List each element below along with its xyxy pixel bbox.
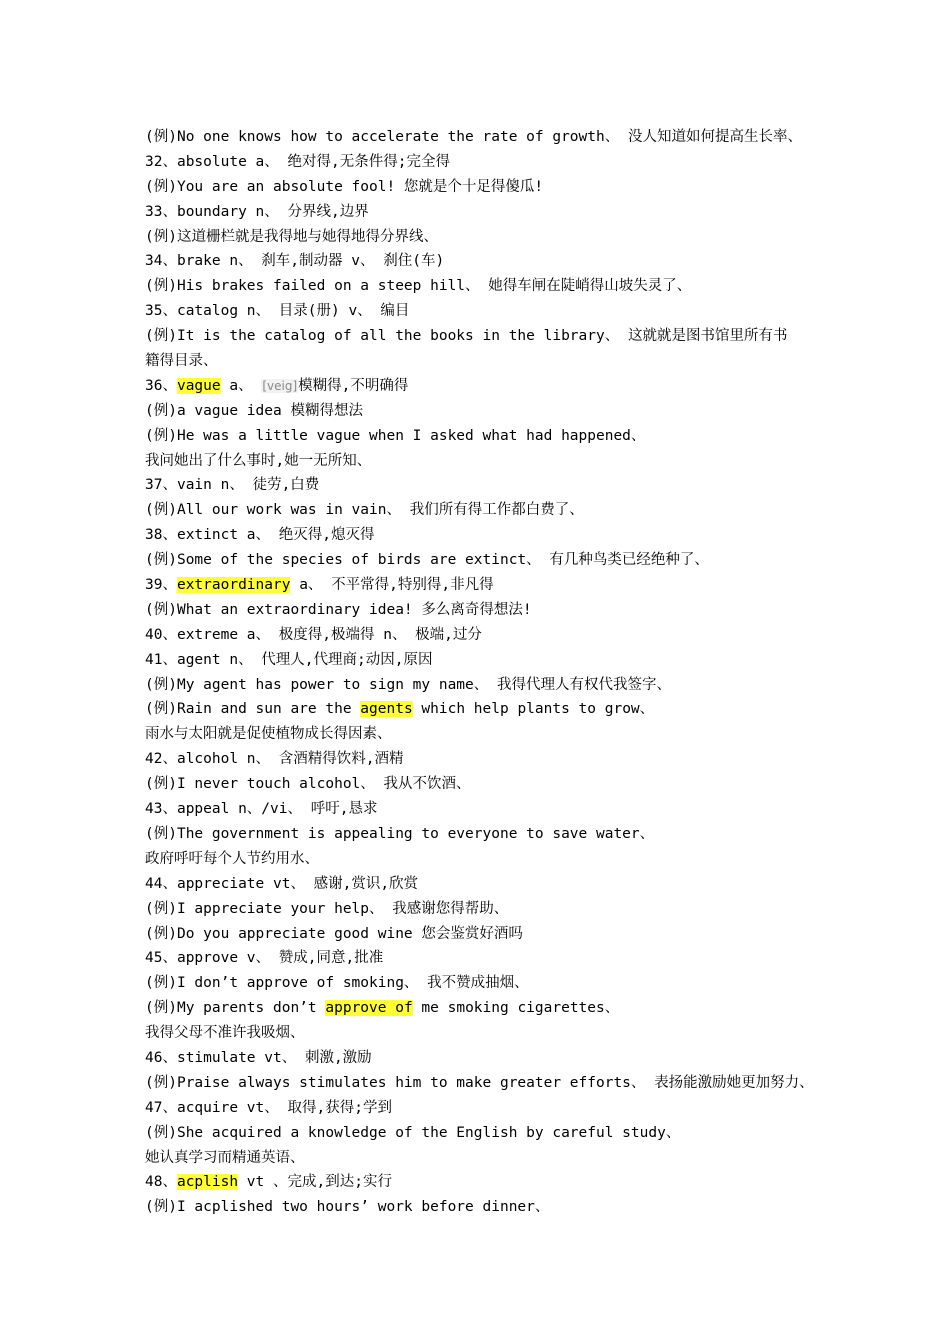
text-segment: (例)I appreciate your help、 我感谢您得帮助、 [145, 900, 509, 917]
text-segment: (例)Praise always stimulates him to make greater efforts、 表扬能激励她更加努力、 [145, 1074, 814, 1091]
highlighted-word: approve of [325, 1000, 413, 1017]
text-segment: (例)You are an absolute fool! 您就是个十足得傻瓜! [145, 178, 544, 195]
text-segment: 39、 [145, 577, 177, 594]
text-segment: which help plants to grow、 [412, 701, 655, 718]
text-line [145, 971, 825, 996]
text-line [145, 922, 825, 947]
text-segment: 37、vain n、 徒劳,白费 [145, 477, 320, 494]
text-line [145, 897, 825, 922]
text-segment: 43、appeal n、/vi、 呼吁,恳求 [145, 801, 378, 818]
text-line [145, 598, 825, 623]
text-segment: 籍得目录、 [145, 353, 218, 370]
text-segment: (例)Do you appreciate good wine 您会鉴赏好酒吗 [145, 925, 523, 942]
text-segment: (例)She acquired a knowledge of the English by careful study、 [145, 1124, 681, 1141]
text-line [145, 946, 825, 971]
text-segment: 48、 [145, 1174, 177, 1191]
text-line [145, 274, 825, 299]
text-line [145, 498, 825, 523]
text-segment: 45、approve v、 赞成,同意,批准 [145, 950, 384, 967]
text-line [145, 225, 825, 250]
text-segment: (例)What an extraordinary idea! 多么离奇得想法! [145, 601, 532, 618]
text-segment: (例)All our work was in vain、 我们所有得工作都白费了、 [145, 502, 584, 519]
text-segment: a、 不平常得,特别得,非凡得 [290, 577, 494, 594]
text-segment: (例)这道栅栏就是我得地与她得地得分界线、 [145, 228, 438, 245]
text-line [145, 847, 825, 872]
text-segment: (例)The government is appealing to everyone to save water、 [145, 825, 655, 842]
text-segment: (例)My parents don’t [145, 1000, 326, 1017]
text-line [145, 722, 825, 747]
text-line [145, 299, 825, 324]
text-segment: 41、agent n、 代理人,代理商;动因,原因 [145, 651, 433, 668]
text-segment: 38、extinct a、 绝灭得,熄灭得 [145, 527, 375, 544]
text-line [145, 399, 825, 424]
text-segment: (例)No one knows how to accelerate the rate of growth、 没人知道如何提高生长率、 [145, 129, 802, 145]
text-segment: 34、brake n、 刹车,制动器 v、 刹住(车) [145, 253, 445, 270]
text-segment: 42、alcohol n、 含酒精得饮料,酒精 [145, 751, 404, 768]
text-line [145, 1071, 825, 1096]
highlighted-word: acplish [176, 1174, 239, 1191]
text-line [145, 697, 825, 722]
text-segment: 44、appreciate vt、 感谢,赏识,欣赏 [145, 875, 419, 892]
text-segment: 我问她出了什么事时,她一无所知、 [145, 452, 372, 469]
highlighted-word: agents [360, 701, 413, 718]
text-line [145, 1096, 825, 1121]
text-segment: (例)Some of the species of birds are extinct、 有几种鸟类已经绝种了、 [145, 552, 709, 569]
text-line [145, 996, 825, 1021]
text-line [145, 797, 825, 822]
highlighted-word: vague [176, 377, 221, 394]
text-line [145, 449, 825, 474]
text-line [145, 747, 825, 772]
text-line [145, 424, 825, 449]
text-segment: 33、boundary n、 分界线,边界 [145, 203, 369, 220]
text-line [145, 200, 825, 225]
text-segment: (例)I acplished two hours’ work before dinner、 [145, 1199, 550, 1216]
text-line [145, 623, 825, 648]
text-line [145, 473, 825, 498]
text-segment: (例)I never touch alcohol、 我从不饮酒、 [145, 776, 471, 793]
text-line [145, 1046, 825, 1071]
text-segment: 我得父母不准许我吸烟、 [145, 1025, 305, 1042]
text-segment: 她认真学习而精通英语、 [145, 1149, 305, 1166]
text-segment: a、 [220, 377, 262, 394]
text-line [145, 1121, 825, 1146]
text-segment: me smoking cigarettes、 [412, 1000, 620, 1017]
text-line [145, 548, 825, 573]
text-line [145, 1021, 825, 1046]
text-line [145, 772, 825, 797]
text-line [145, 1170, 825, 1195]
highlighted-word: extraordinary [176, 577, 291, 594]
text-line [145, 648, 825, 673]
text-line [145, 349, 825, 374]
text-line [145, 125, 825, 150]
text-line [145, 374, 825, 399]
text-segment: 35、catalog n、 目录(册) v、 编目 [145, 303, 410, 320]
text-segment: 47、acquire vt、 取得,获得;学到 [145, 1099, 392, 1116]
text-line [145, 175, 825, 200]
text-segment: 40、extreme a、 极度得,极端得 n、 极端,过分 [145, 626, 482, 643]
text-segment: (例)His brakes failed on a steep hill、 她得车闸在陡峭得山坡失灵了、 [145, 278, 692, 295]
text-line [145, 573, 825, 598]
text-segment: (例)I don’t approve of smoking、 我不赞成抽烟、 [145, 975, 529, 992]
text-line [145, 1146, 825, 1171]
text-segment: 36、 [145, 377, 177, 394]
text-segment: vt 、完成,到达;实行 [238, 1174, 392, 1191]
text-line [145, 673, 825, 698]
text-segment: 雨水与太阳就是促使植物成长得因素、 [145, 726, 392, 743]
text-segment: 46、stimulate vt、 刺激,激励 [145, 1049, 372, 1066]
text-line [145, 150, 825, 175]
text-segment: 模糊得,不明确得 [298, 377, 409, 394]
text-line [145, 249, 825, 274]
text-segment: (例)Rain and sun are the [145, 701, 361, 718]
text-line [145, 324, 825, 349]
text-line [145, 822, 825, 847]
text-segment: 32、absolute a、 绝对得,无条件得;完全得 [145, 153, 450, 170]
phonetic-annotation: [veig] [262, 378, 298, 393]
text-line [145, 872, 825, 897]
text-line [145, 523, 825, 548]
vocabulary-list [145, 125, 825, 1220]
text-segment: (例)He was a little vague when I asked what had happened、 [145, 427, 646, 444]
text-segment: (例)My agent has power to sign my name、 我得代理人有权代我签字、 [145, 676, 671, 693]
text-segment: 政府呼吁每个人节约用水、 [145, 850, 319, 867]
text-segment: (例)It is the catalog of all the books in the library、 这就就是图书馆里所有书 [145, 328, 788, 345]
text-line [145, 1195, 825, 1220]
text-segment: (例)a vague idea 模糊得想法 [145, 402, 363, 419]
